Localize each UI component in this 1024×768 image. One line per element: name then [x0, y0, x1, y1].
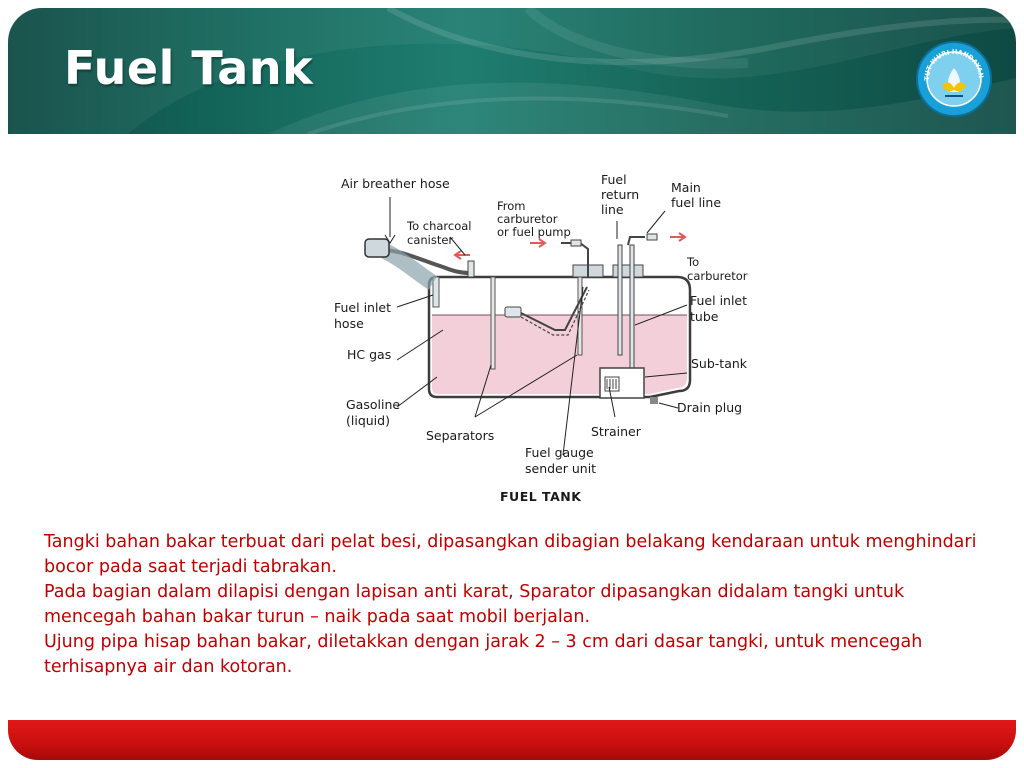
label-fuel-inlet-hose-1: Fuel inlet	[334, 300, 392, 315]
label-fuel-gauge-sender-2: sender unit	[525, 461, 597, 476]
tut-wuri-handayani-logo-icon	[915, 40, 993, 118]
label-fuel-return-line-2: return	[601, 187, 640, 202]
label-fuel-gauge-sender-1: Fuel gauge	[525, 445, 594, 460]
label-fuel-return-line-3: line	[601, 202, 624, 217]
fuel-gauge-float	[505, 307, 521, 317]
fuel-tank-diagram	[325, 165, 775, 510]
label-sub-tank: Sub-tank	[691, 356, 748, 371]
logo-text: TUT WURI HANDAYAN	[922, 47, 986, 81]
label-separators: Separators	[426, 428, 495, 443]
paragraph-3: Ujung pipa hisap bahan bakar, diletakkan dengan jarak 2 – 3 cm dari dasar tangki, untuk mencegah terhisapnya air dan kotoran.	[44, 632, 923, 677]
separator-left	[491, 277, 495, 369]
body-text	[44, 530, 989, 680]
paragraph-1: Tangki bahan bakar terbuat dari pelat besi, dipasangkan dibagian belakang kendaraan untuk menghindari bocor pada saat terjadi tabrakan.	[44, 532, 977, 577]
header-banner	[8, 8, 1016, 134]
label-strainer: Strainer	[591, 424, 641, 439]
label-fuel-inlet-tube-2: tube	[690, 309, 719, 324]
label-gasoline-2: (liquid)	[346, 413, 390, 428]
fuel-inlet-hose	[365, 239, 389, 257]
label-fuel-inlet-tube-1: Fuel inlet	[690, 293, 748, 308]
label-drain-plug: Drain plug	[677, 400, 743, 415]
label-from-carburetor-3: or fuel pump	[497, 225, 571, 239]
paragraph-2: Pada bagian dalam dilapisi dengan lapisan anti karat, Sparator dipasangkan didalam tangki untuk mencegah bahan bakar turun – naik pada saat mobil berjalan.	[44, 582, 905, 627]
label-fuel-inlet-hose-2: hose	[334, 316, 364, 331]
footer-bar	[8, 720, 1016, 760]
page-title: Fuel Tank	[64, 41, 314, 95]
diagram-caption: FUEL TANK	[500, 489, 582, 504]
label-to-charcoal-canister-2: canister	[407, 233, 454, 247]
gasoline-liquid	[432, 315, 687, 394]
drain-plug	[650, 397, 658, 404]
label-from-carburetor-1: From	[497, 199, 526, 213]
label-gasoline-1: Gasoline	[346, 397, 401, 412]
label-to-charcoal-canister-1: To charcoal	[407, 219, 472, 233]
label-hc-gas: HC gas	[347, 347, 392, 362]
label-main-fuel-line-1: Main	[671, 180, 701, 195]
label-from-carburetor-2: carburetor	[497, 212, 558, 226]
label-air-breather-hose: Air breather hose	[341, 176, 450, 191]
label-to-carburetor-2: carburetor	[687, 269, 748, 283]
label-main-fuel-line-2: fuel line	[671, 195, 722, 210]
label-fuel-return-line-1: Fuel	[601, 172, 627, 187]
label-to-carburetor-1: To	[687, 255, 700, 269]
